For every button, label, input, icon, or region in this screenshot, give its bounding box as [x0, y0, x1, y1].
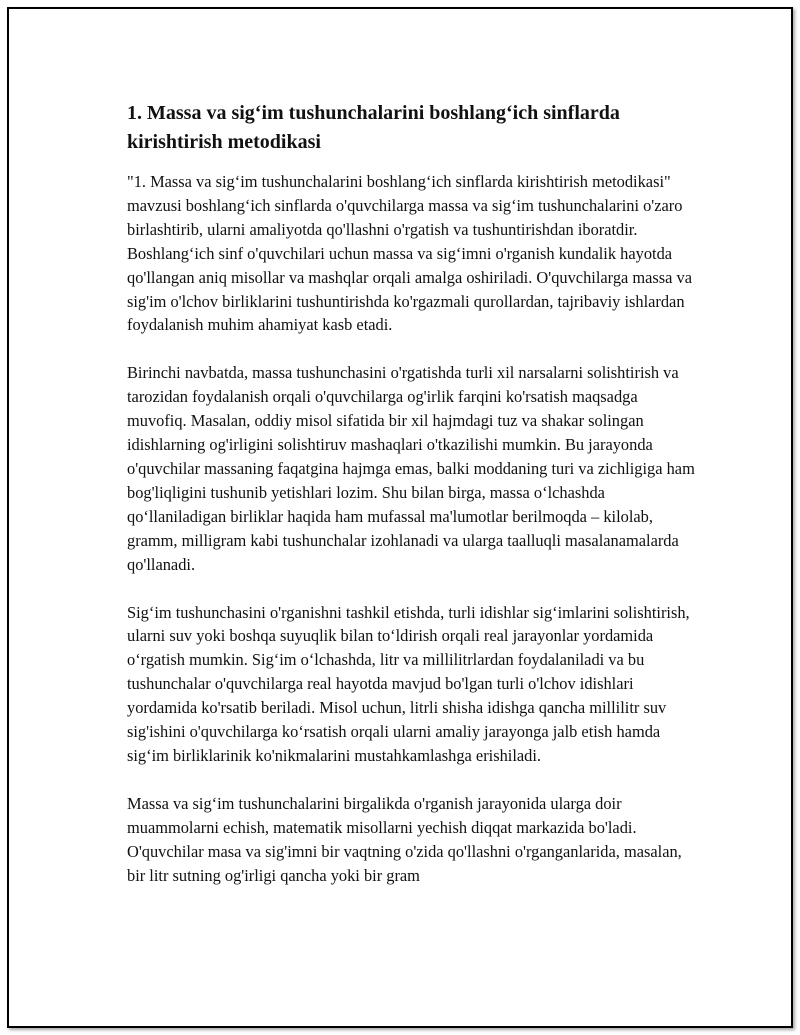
paragraph-1: "1. Massa va sig‘im tushunchalarini boshlang‘ich sinflarda kirishtirish metodikasi" mavzusi boshlang‘ich sinflarda o'quvchilarga massa va sig‘im tushunchalarini o'zaro birlashtirib, ularni amaliyotda qo'llashni o'rgatish va tushuntirishdan iboratdir. Boshlang‘ich sinf o'quvchilari uchun massa va sig‘imni o'rganish kundalik hayotda qo'llangan aniq misollar va mashqlar orqali amalga oshiriladi. O'quvchilarga massa va sig'im o'lchov birliklarini tushuntirishda ko'rgazmali qurollardan, tajribaviy ishlardan foydalanish muhim ahamiyat kasb etadi.	[127, 172, 693, 335]
paragraph-3: Sig‘im tushunchasini o'rganishni tashkil etishda, turli idishlar sig‘imlarini solishtirish, ularni suv yoki boshqa suyuqlik bilan to‘ldirish orqali real jarayonlar yordamida o‘rgatish mumkin. Sig‘im o‘lchashda, litr va millilitrlardan foydalaniladi va bu tushunchalar o'quvchilarga real hayotda mavjud bo'lgan turli o'lchov idishlari yordamida ko'rsatib beriladi. Misol uchun, litrli shisha idishga qancha millilitr suv sig'ishini o'quvchilarga ko‘rsatish orqali ularni amaliy jarayonga jalb etish hamda sig‘im birliklarinik ko'nikmalarini mustahkamlashga erishiladi.	[127, 602, 690, 765]
document-title: 1. Massa va sig‘im tushunchalarini boshlang‘ich sinflarda kirishtirish metodikasi	[127, 102, 620, 153]
document-body	[119, 99, 697, 911]
document-page	[7, 7, 793, 1028]
paragraph-4: Massa va sig‘im tushunchalarini birgalikda o'rganish jarayonida ularga doir muammolarni echish, matematik misollarni yechish diqqat markazida bo'ladi. O'quvchilar masa va sig'imni bir vaqtning o'zida qo'llashni o'rganganlarida, masalan, bir litr sutning og'irligi qancha yoki bir gram	[127, 793, 682, 885]
paragraph-2: Birinchi navbatda, massa tushunchasini o'rgatishda turli xil narsalarni solishtirish va tarozidan foydalanish orqali o'quvchilarga og'irlik farqini ko'rsatish maqsadga muvofiq. Masalan, oddiy misol sifatida bir xil hajmdagi tuz va shakar solingan idishlarning og'irligini solishtiruv mashaqlari o'tkazilishi mumkin. Bu jarayonda o'quvchilar massaning faqatgina hajmga emas, balki moddaning turi va zichligiga ham bog'liqligini tushunib yetishlari lozim. Shu bilan birga, massa o‘lchashda qo‘llaniladigan birliklar haqida ham mufassal ma'lumotlar berilmoqda – kilolab, gramm, milligram kabi tushunchalar izohlanadi va ularga taalluqli masalanamalarda qo'llanadi.	[127, 363, 695, 574]
